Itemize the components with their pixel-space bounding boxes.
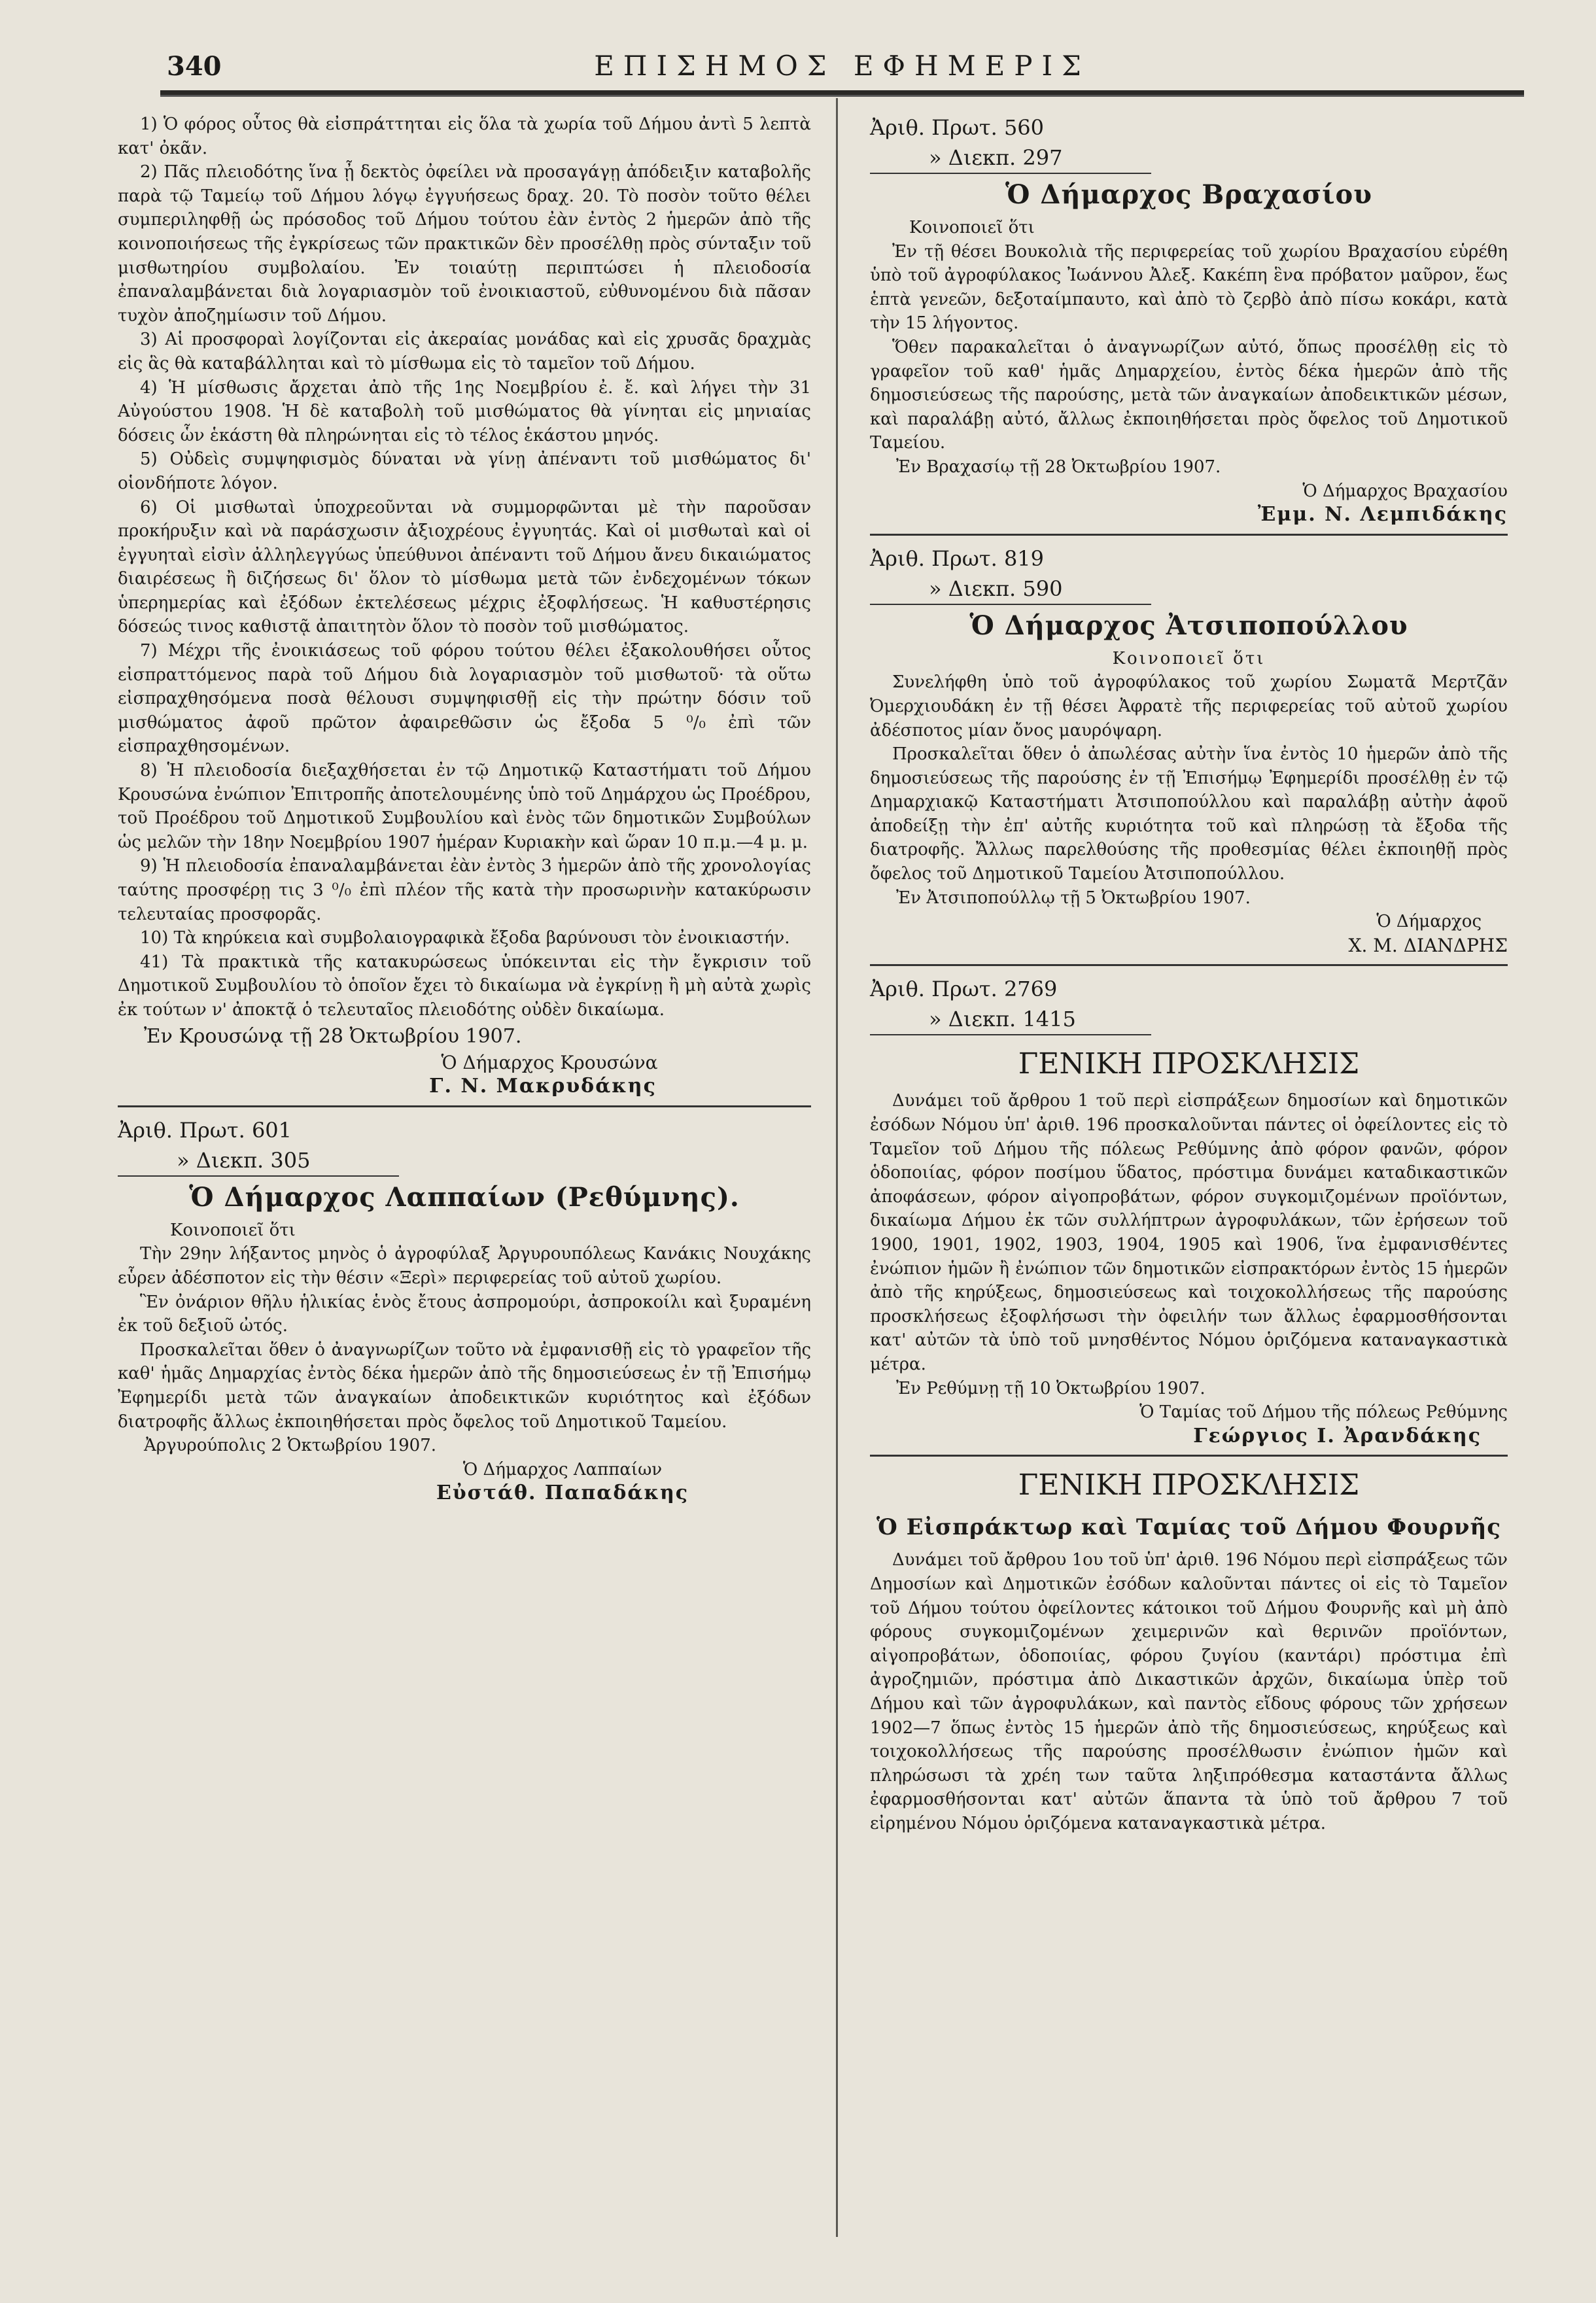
notice-role: Ὁ Ταμίας τοῦ Δήμου τῆς πόλεως Ρεθύμνης: [1139, 1402, 1508, 1423]
notice-intro: Κοινοποιεῖ ὅτι: [170, 1220, 296, 1240]
closing-date: Ἐν Κρουσώνᾳ τῇ 28 Ὀκτωβρίου 1907.: [144, 1024, 522, 1048]
notice-title: ΓΕΝΙΚΗ ΠΡΟΣΚΛΗΣΙΣ: [1018, 1047, 1360, 1081]
article-paragraph: 8) Ἡ πλειοδοσία διεξαχθήσεται ἐν τῷ Δημοτικῷ Καταστήματι τοῦ Δήμου Κρουσώνα ἐνώπιον Ἐπιτροπῆς ἀποτελουμένης ὑπὸ τοῦ Δημάρχου ὡς Προέδρου, τοῦ Προέδρου τοῦ Δημοτικοῦ Συμβουλίου καὶ ἑνὸς τῶν δημοτικῶν Συμβούλων ὡς μελῶν τὴν 18ην Νοεμβρίου 1907 ἡμέραν Κυριακὴν καὶ ὥραν 10 π.μ.—4 μ. μ.: [118, 761, 811, 852]
page-header: [160, 48, 1524, 94]
ref-rule: [118, 1175, 399, 1177]
protocol-number: Ἀριθ. Πρωτ. 819: [870, 545, 1045, 571]
notice-paragraph: Προσκαλεῖται ὅθεν ὁ ἀπωλέσας αὐτὴν ἵνα ἐντὸς 10 ἡμερῶν ἀπὸ τῆς δημοσιεύσεως τῆς παρούσης ἐν τῇ Ἐπισήμῳ Ἐφημερίδι προσέλθῃ ἐν τῷ Δημαρχιακῷ Καταστήματι Ἀτσιποπούλλου καὶ παραλάβῃ αὐτὴν ἀφοῦ ἀποδείξῃ τὴν ἐπ' αὐτῆς κυριότητα τοῦ καὶ πληρώσῃ τὰ ἔξοδα τῆς διατροφῆς. Ἄλλως παρελθούσης τῆς προθεσμίας θέλει ἐκποιηθῇ πρὸς ὄφελος τοῦ Δημοτικοῦ Ταμείου Ἀτσιποπούλλου.: [870, 744, 1508, 884]
notice-signature: Χ. Μ. ΔΙΑΝΔΡΗΣ: [1348, 934, 1508, 956]
ref-rule: [870, 1034, 1151, 1035]
protocol-number: Ἀριθ. Πρωτ. 601: [118, 1117, 292, 1143]
ref-rule: [870, 173, 1151, 174]
notice-intro: Κοινοποιεῖ ὅτι: [909, 218, 1035, 237]
dispatch-number: » Διεκπ. 1415: [929, 1007, 1076, 1032]
notice-paragraph: Συνελήφθη ὑπὸ τοῦ ἀγροφύλακος τοῦ χωρίου Σωματᾶ Μερτζᾶν Ὀμερχιουδάκη ἐν τῇ θέσει Ἀφρατὲ τῆς περιφερείας τοῦ αὐτοῦ χωρίου ἀδέσποτος μίαν ὄνος μαυρόψαρη.: [870, 672, 1508, 740]
notice-paragraph: Ὅθεν παρακαλεῖται ὁ ἀναγνωρίζων αὐτό, ὅπως προσέλθῃ εἰς τὸ γραφεῖον τοῦ καθ' ἡμᾶς Δημαρχείου, ἐντὸς δέκα ἡμερῶν ἀπὸ τῆς δημοσιεύσεως τῆς παρούσης, μετὰ τῶν ἀναγκαίων ἀποδεικτικῶν μέσων, καὶ παραλάβῃ αὐτό, ἄλλως ἐκποιηθήσεται πρὸς ὄφελος τοῦ Δημοτικοῦ Ταμείου.: [870, 337, 1508, 453]
notice-date: Ἐν Βραχασίῳ τῇ 28 Ὀκτωβρίου 1907.: [896, 457, 1221, 477]
notice-paragraph: Ἐν τῇ θέσει Βουκολιὰ τῆς περιφερείας τοῦ χωρίου Βραχασίου εὑρέθη ὑπὸ τοῦ ἀγροφύλακος Ἰωάννου Ἀλεξ. Κακέπη ἓνα πρόβατον μαῦρον, ἕως ἑπτὰ γενεῶν, δεξοταίμπαυτο, καὶ ἀπὸ τὸ ζερβὸ ἀπὸ πίσω κοκάρι, κατὰ τὴν 15 λήγοντος.: [870, 241, 1508, 334]
article-paragraph: 2) Πᾶς πλειοδότης ἵνα ᾖ δεκτὸς ὀφείλει νὰ προσαγάγῃ ἀπόδειξιν καταβολῆς παρὰ τῷ Ταμείῳ τοῦ Δήμου λόγῳ ἐγγυήσεως δραχ. 20. Τὸ ποσὸν τοῦτο θέλει συμπεριληφθῇ ὡς πρόσοδος τοῦ Δήμου τούτου ἐὰν ἐντὸς 2 ἡμερῶν ἀπὸ τῆς κοινοποιήσεως τῆς ἐγκρίσεως τῶν πρακτικῶν δὲν προσέλθῃ πρὸς σύνταξιν τοῦ μισθωτηρίου συμβολαίου. Ἐν τοιαύτῃ περιπτώσει ἡ πλειοδοσία ἐπαναλαμβάνεται διὰ λογαριασμὸν τοῦ ἐνοικιαστοῦ, εὐθυνομένου διὰ πᾶσαν τυχὸν ἀποζημίωσιν τοῦ Δήμου.: [118, 162, 811, 326]
dispatch-number: » Διεκπ. 305: [177, 1147, 311, 1173]
notice-signature: Ἐμμ. Ν. Λεμπιδάκης: [1257, 503, 1508, 527]
journal-title: ΕΠΙΣΗΜΟΣ ΕΦΗΜΕΡΙΣ: [594, 50, 1090, 82]
header-rule: [160, 90, 1524, 97]
section-rule: [118, 1105, 811, 1107]
notice-title: Ὁ Δήμαρχος Λαππαίων (Ρεθύμνης).: [189, 1181, 740, 1213]
notice-title: ΓΕΝΙΚΗ ΠΡΟΣΚΛΗΣΙΣ: [1018, 1468, 1360, 1502]
notice-role: Ὁ Δήμαρχος: [1376, 912, 1482, 932]
right-column: [870, 113, 1508, 1835]
notice-paragraph: Τὴν 29ην λήξαντος μηνὸς ὁ ἀγροφύλαξ Ἀργυρουπόλεως Κανάκις Νουχάκης εὗρεν ἀδέσποτον εἰς τὴν θέσιν «Ξερὶ» περιφερείας τοῦ αὐτοῦ χωρίου.: [118, 1244, 811, 1288]
notice-date: Ἐν Ρεθύμνῃ τῇ 10 Ὀκτωβρίου 1907.: [896, 1378, 1206, 1398]
notice-paragraph: Ἓν ὀνάριον θῆλυ ἡλικίας ἑνὸς ἔτους ἀσπρομούρι, ἀσπροκοίλι καὶ ξυραμένη ἐκ τοῦ δεξιοῦ ὠτός.: [118, 1292, 811, 1336]
dispatch-number: » Διεκπ. 590: [929, 576, 1063, 601]
notice-subtitle: Ὁ Εἰσπράκτωρ καὶ Ταμίας τοῦ Δήμου Φουρνῆς: [876, 1514, 1501, 1541]
closing-signature: Γ. Ν. Μακρυδάκης: [429, 1075, 657, 1098]
notice-signature: Εὐστάθ. Παπαδάκης: [436, 1481, 689, 1505]
notice-signature: Γεώργιος Ι. Ἀρανδάκης: [1193, 1424, 1482, 1447]
notice-role: Ὁ Δήμαρχος Λαππαίων: [462, 1459, 663, 1480]
column-divider: [836, 98, 838, 2237]
page-number: 340: [167, 51, 222, 82]
article-paragraph: 7) Μέχρι τῆς ἐνοικιάσεως τοῦ φόρου τούτου θέλει ἐξακολουθήσει οὗτος εἰσπραττόμενος παρὰ τοῦ Δήμου διὰ λογαριασμὸν τοῦ μισθωτοῦ· τὰ οὕτω εἰσπραχθησόμενα ποσὰ θέλουσι συμψηφισθῇ εἰς τὴν πρώτην δόσιν τοῦ μισθώματος ἀφοῦ πρῶτον ἀφαιρεθῶσιν ὡς ἔξοδα 5 ⁰/₀ ἐπὶ τῶν εἰσπραχθησομένων.: [118, 641, 811, 757]
notice-role: Ὁ Δήμαρχος Βραχασίου: [1302, 481, 1508, 501]
article-paragraph: 9) Ἡ πλειοδοσία ἐπαναλαμβάνεται ἐὰν ἐντὸς 3 ἡμερῶν ἀπὸ τῆς χρονολογίας ταύτης προσφέρῃ τις 3 ⁰/₀ ἐπὶ πλέον τῆς κατὰ τὴν προσωρινὴν κατακύρωσιν τελευταίας προσφορᾶς.: [118, 856, 811, 924]
notice-paragraph: Δυνάμει τοῦ ἄρθρου 1 τοῦ περὶ εἰσπράξεων δημοσίων καὶ δημοτικῶν ἐσόδων Νόμου ὑπ' ἀριθ. 196 προσκαλοῦνται πάντες οἱ ὀφείλοντες εἰς τὸ Ταμεῖον τοῦ Δήμου τῆς πόλεως Ρεθύμνης ἀπὸ φόρον φανῶν, φόρον ὁδοποιίας, φόρον ποσίμου ὕδατος, πρόστιμα δυνάμει καταδικαστικῶν ἀποφάσεων, φόρον αἰγοπροβάτων, φόρον συγκομιζομένων προϊόντων, δικαίωμα Δήμου ἐκ τῶν συλλήπτρων ἀγροφυλάκων, τῶν ἐρήσεων τοῦ 1900, 1901, 1902, 1903, 1904, 1905 καὶ 1906, ἵνα ἐμφανισθέντες ἐνώπιον ἡμῶν ἢ ἐνώπιον τῶν δημοτικῶν εἰσπρακτόρων ἐντὸς 15 ἡμερῶν ἀπὸ τῆς κηρύξεως, δημοσιεύσεως καὶ τοιχοκολλήσεως τῆς παρούσης προσκλήσεως ἐξοφλήσωσι τὴν ὀφειλήν των ἄλλως ἐφαρμοσθήσονται κατ' αὐτῶν τὰ ὑπὸ τοῦ μνησθέντος Νόμου ὁριζόμενα καταναγκαστικὰ μέτρα.: [870, 1091, 1508, 1374]
ref-rule: [870, 604, 1151, 605]
closing-role: Ὁ Δήμαρχος Κρουσώνα: [441, 1051, 658, 1073]
notice-intro: Κοινοποιεῖ ὅτι: [1112, 648, 1266, 668]
protocol-number: Ἀριθ. Πρωτ. 2769: [870, 977, 1058, 1002]
article-paragraph: 4) Ἡ μίσθωσις ἄρχεται ἀπὸ τῆς 1ης Νοεμβρίου ἐ. ἔ. καὶ λήγει τὴν 31 Αὐγούστου 1908. Ἡ δὲ καταβολὴ τοῦ μισθώματος θὰ γίνηται εἰς μηνιαίας δόσεις ὧν ἑκάστη θὰ πληρώνηται εἰς τὸ τέλος ἑκάστου μηνός.: [118, 377, 811, 445]
article-paragraph: 3) Αἱ προσφοραὶ λογίζονται εἰς ἀκεραίας μονάδας καὶ εἰς χρυσᾶς δραχμὰς εἰς ἃς θὰ καταβάλληται καὶ τὸ μίσθωμα εἰς τὸ ταμεῖον τοῦ Δήμου.: [118, 330, 811, 373]
dispatch-number: » Διεκπ. 297: [929, 145, 1063, 170]
article-paragraph: 1) Ὁ φόρος οὗτος θὰ εἰσπράττηται εἰς ὅλα τὰ χωρία τοῦ Δήμου ἀντὶ 5 λεπτὰ κατ' ὀκᾶν.: [118, 114, 811, 158]
section-rule: [870, 1455, 1508, 1457]
left-column: [118, 113, 811, 1506]
section-rule: [870, 964, 1508, 966]
notice-title: Ὁ Δήμαρχος Βραχασίου: [1005, 179, 1372, 210]
notice-paragraph: Προσκαλεῖται ὅθεν ὁ ἀναγνωρίζων τοῦτο νὰ ἐμφανισθῇ εἰς τὸ γραφεῖον τῆς καθ' ἡμᾶς Δημαρχίας ἐντὸς δέκα ἡμερῶν ἀπὸ τῆς δημοσιεύσεως ἐν τῇ Ἐπισήμῳ Ἐφημερίδι μετὰ τῶν ἀναγκαίων ἀποδεικτικῶν κυριότητος καὶ ἐξόδων διατροφῆς ἄλλως ἐκποιηθήσεται πρὸς ὄφελος τοῦ Δημοτικοῦ Ταμείου.: [118, 1340, 811, 1432]
article-paragraph: 6) Οἱ μισθωταὶ ὑποχρεοῦνται νὰ συμμορφῶνται μὲ τὴν παροῦσαν προκήρυξιν καὶ νὰ παράσχωσιν ἀξιοχρέους ἐγγυητάς. Καὶ οἱ μισθωταὶ καὶ οἱ ἐγγυηταὶ εἰσὶν ἀλληλεγγύως ὑπεύθυνοι ἀπέναντι τοῦ Δήμου ἄνευ δικαιώματος διαιρέσεως ἢ διζήσεως δι' ὅλον τὸ μίσθωμα μετὰ τῶν ἐνδεχομένων τόκων ὑπερημερίας καὶ ἐξόδων ἐκτελέσεως μέχρις ἐξοφλήσεως. Ἡ καθυστέρησις δόσεώς τινος καθιστᾷ ἀπαιτητὸν ὅλον τὸ ποσὸν τοῦ μισθώματος.: [118, 497, 811, 637]
section-rule: [870, 534, 1508, 536]
protocol-number: Ἀριθ. Πρωτ. 560: [870, 115, 1045, 140]
article-paragraph: 41) Τὰ πρακτικὰ τῆς κατακυρώσεως ὑπόκεινται εἰς τὴν ἔγκρισιν τοῦ Δημοτικοῦ Συμβουλίου τὸ ὁποῖον ἔχει τὸ δικαίωμα νὰ ἐγκρίνῃ ἢ μὴ αὐτὰ χωρὶς ἐκ τούτων ν' ἀποκτᾷ ὁ τελευταῖος πλειοδότης οὐδὲν δικαίωμα.: [118, 952, 811, 1020]
notice-paragraph: Δυνάμει τοῦ ἄρθρου 1ου τοῦ ὑπ' ἀριθ. 196 Νόμου περὶ εἰσπράξεως τῶν Δημοσίων καὶ Δημοτικῶν ἐσόδων καλοῦνται πάντες οἱ εἰς τὸ Ταμεῖον τοῦ Δήμου τούτου ὀφείλοντες κάτοικοι τοῦ Δήμου Φουρνῆς καὶ μὴ ἀπὸ φόρους συγκομιζομένων χειμερινῶν καὶ θερινῶν προϊόντων, αἰγοπροβάτων, ὁδοποιίας, φόρου ζυγίου (καντάρι) πρόστιμα ἐπὶ ἀγροζημιῶν, πρόστιμα ἀπὸ Δικαστικῶν ἀρχῶν, δικαίωμα ὑπὲρ τοῦ Δήμου καὶ τῶν ἀγροφυλάκων, καὶ παντὸς εἴδους φόρους τῶν χρήσεων 1902—7 ὅπως ἐντὸς 15 ἡμερῶν ἀπὸ τῆς δημοσιεύσεως, κηρύξεως καὶ τοιχοκολλήσεως τῆς παρούσης προσέλθωσιν ἐνώπιον ἡμῶν καὶ πληρώσωσι τὰ χρέη των ταῦτα ληξιπρόθεσμα καταστάντα ἄλλως ἐφαρμοσθήσονται κατ' αὐτῶν ἅπαντα τὰ ὑπὸ τοῦ ἄρθρου 7 τοῦ εἰρημένου Νόμου ὁριζόμενα καταναγκαστικὰ μέτρα.: [870, 1550, 1508, 1833]
article-paragraph: 10) Τὰ κηρύκεια καὶ συμβολαιογραφικὰ ἔξοδα βαρύνουσι τὸν ἐνοικιαστήν.: [140, 928, 790, 948]
article-paragraph: 5) Οὐδεὶς συμψηφισμὸς δύναται νὰ γίνῃ ἀπέναντι τοῦ μισθώματος δι' οἱονδήποτε λόγον.: [118, 449, 811, 493]
notice-date: Ἐν Ἀτσιποπούλλῳ τῇ 5 Ὀκτωβρίου 1907.: [896, 888, 1251, 908]
notice-title: Ὁ Δήμαρχος Ἀτσιποπούλλου: [969, 610, 1408, 641]
notice-date: Ἀργυρούπολις 2 Ὀκτωβρίου 1907.: [144, 1436, 437, 1456]
